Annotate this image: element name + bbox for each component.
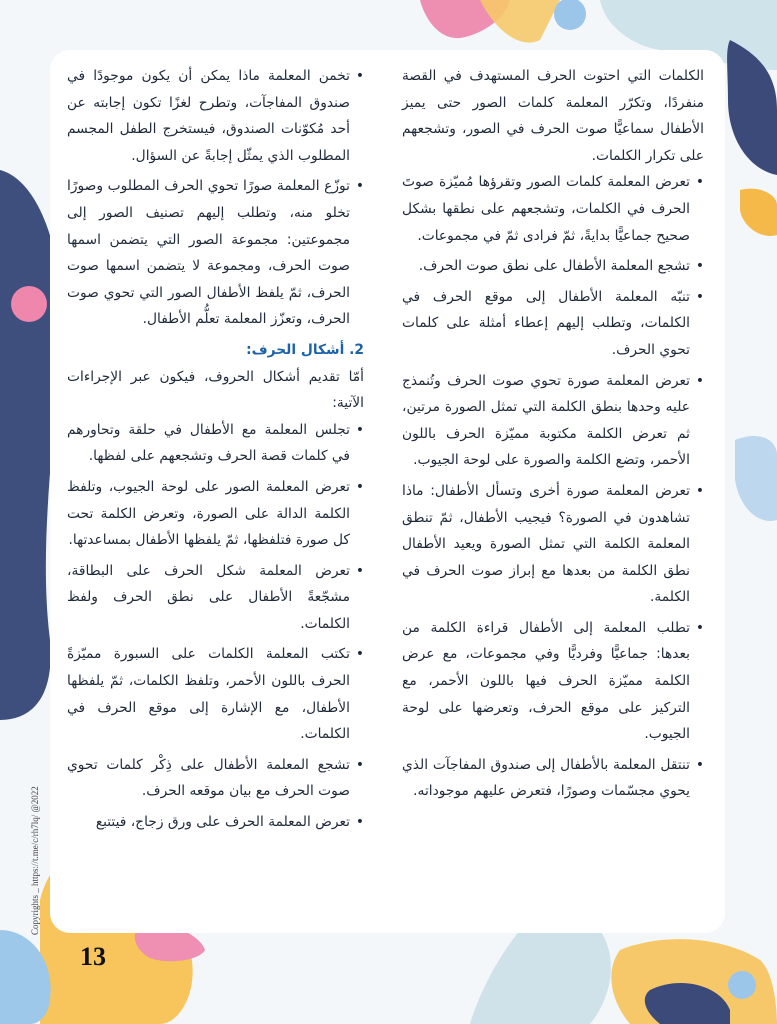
left-column — [67, 63, 364, 840]
section-intro: أمّا تقديم أشكال الحروف، فيكون عبر الإجراءات الآتية: — [67, 368, 364, 412]
right-bullet-7: • تنتقل المعلمة بالأطفال إلى صندوق المفاجآت الذي يحوي مجسّمات وصورًا، فتعرض عليهم موجوداته. — [402, 752, 704, 805]
left-bullet-5: • تعرض المعلمة شكل الحرف على البطاقة، مشجّعةً الأطفال على نطق الحرف ولفظ الكلمات. — [67, 558, 364, 638]
left-bullet-4: • تعرض المعلمة الصور على لوحة الجيوب، وتلفظ الكلمة الدالة على الصورة، وتعرض الكلمة تحت كل صورة فتلفظها، ثمّ يلفظها الأطفال بمساعدتها. — [67, 474, 364, 554]
blue-shape-right-mid — [735, 436, 777, 521]
section-heading: 2. أشكال الحرف: — [246, 341, 364, 358]
left-bullet-1: • تخمن المعلمة ماذا يمكن أن يكون موجودًا في صندوق المفاجآت، وتطرح لغزًا تكون إجابته عن أحد مُكوّنات الصندوق، فيستخرج الطفل المجسم المطلوب الذي يمثّل إجابةً عن السؤال. — [67, 63, 364, 169]
teal-blob-bottom — [470, 930, 611, 1024]
left-bullet-8: • تعرض المعلمة الحرف على ورق زجاج، فيتتبع — [67, 809, 364, 836]
right-column — [402, 63, 704, 809]
right-bullet-2: • تشجع المعلمة الأطفال على نطق صوت الحرف. — [402, 253, 704, 280]
right-bullet-1: • تعرض المعلمة كلمات الصور وتقرؤها مُميّزة صوتَ الحرف في الكلمات، وتشجعهم على نطقها بشكل صحيح جماعيًّا بدايةً، ثمّ فرادى ثمّ في مجموعات. — [402, 169, 704, 249]
blue-dot-bottom — [728, 971, 756, 999]
copyright-note: Copyrights _ https://t.me/c/rh7lq/ @2022 — [30, 786, 40, 935]
right-bullet-3: • تنبّه المعلمة الأطفال إلى موقع الحرف في الكلمات، وتطلب إليهم إعطاء أمثلة على كلمات تحوي الحرف. — [402, 284, 704, 364]
right-bullet-6: • تطلب المعلمة إلى الأطفال قراءة الكلمة من بعدها: جماعيًّا وفرديًّا وفي مجموعات، مع عرض الكلمة مميّزة الحرف فيها باللون الأحمر، مع التركيز على موقع الحرف، وتعرضها على لوحة الجيوب. — [402, 615, 704, 748]
right-bullet-5: • تعرض المعلمة صورة أخرى وتسأل الأطفال: ماذا تشاهدون في الصورة؟ فيجيب الأطفال، ثمّ تنطق المعلمة الكلمة التي تمثل الصورة ويعيد الأطفال نطق الكلمة من بعدها مع إبراز صوت الحرف في الكلمة. — [402, 478, 704, 611]
left-bullet-3: • تجلس المعلمة مع الأطفال في حلقة وتحاورهم في كلمات قصة الحرف وتشجعهم على لفظها. — [67, 417, 364, 470]
left-bullet-2: • توزّع المعلمة صورًا تحوي الحرف المطلوب وصورًا تخلو منه، وتطلب إليهم تصنيف الصور إلى مجموعتين: مجموعة الصور التي يتضمن اسمها صوت الحرف، ومجموعة لا يتضمن اسمها صوت الحرف، ثمّ يلفظ الأطفال الصور التي تحوي صوت الحرف، وتعزّز المعلمة تعلُّم الأطفال. — [67, 173, 364, 333]
pink-dot — [11, 286, 47, 322]
right-intro-paragraph: الكلمات التي احتوت الحرف المستهدف في القصة منفردًا، وتكرّر المعلمة كلمات الصور حتى يميز الأطفال سماعيًّا صوت الحرف في الصور، وتشجعهم على تكرار الكلمات. — [402, 68, 704, 164]
blue-dot-top — [554, 0, 586, 30]
yellow-blob-right — [740, 189, 777, 236]
left-bullet-7: • تشجع المعلمة الأطفال على ذِكْر كلمات تحوي صوت الحرف مع بيان موقعه الحرف. — [67, 752, 364, 805]
left-bullet-6: • تكتب المعلمة الكلمات على السبورة مميّزةً الحرف باللون الأحمر، وتلفظ الكلمات، ثمّ يلفظها الأطفال، مع الإشارة إلى موقع الحرف في الكلمات. — [67, 641, 364, 747]
right-bullet-4: • تعرض المعلمة صورة تحوي صوت الحرف وتُنمذج عليه وحدها بنطق الكلمة التي تمثل الصورة مرتين، ثم تعرض الكلمة مكتوبة مميّزة الحرف باللون الأحمر، وتضع الكلمة والصورة على لوحة الجيوب. — [402, 368, 704, 474]
page-number: 13 — [80, 942, 106, 971]
